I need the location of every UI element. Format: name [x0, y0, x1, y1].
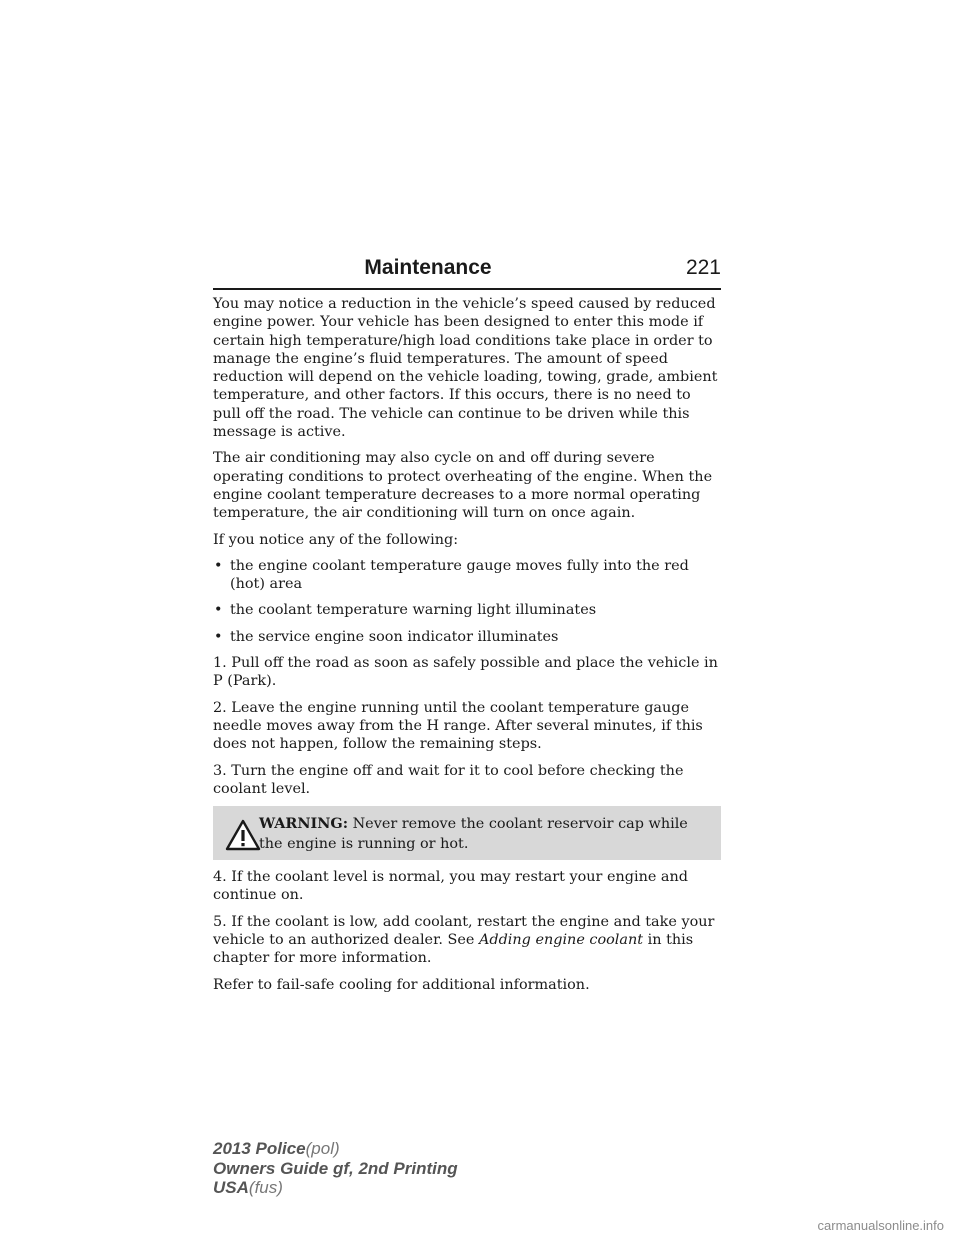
- bullet-item: [213, 557, 721, 594]
- watermark: carmanualsonline.info: [817, 1218, 944, 1233]
- warning-box: [213, 806, 721, 860]
- paragraph-notice-intro: If you notice any of the following:: [213, 531, 459, 548]
- step-5-text: 5. If the coolant is low, add coolant, restart the engine and take your vehicle to an authorized dealer. See: [213, 913, 715, 949]
- paragraph-speed-reduction: You may notice a reduction in the vehicle’s speed caused by reduced engine power. Your vehicle has been designed to enter this mode if certain high temperature/high load conditions take place in order to manage the engine’s fluid temperatures. The amount of speed reduction will depend on the vehicle loading, towing, grade, ambient temperature, and other factors. If this occurs, there is no need to pull off the road. The vehicle can continue to be driven while this message is active.: [213, 296, 718, 441]
- warning-triangle-icon: [225, 819, 261, 851]
- bullet-item: [213, 601, 721, 619]
- bullet-icon: •: [214, 602, 223, 619]
- section-title: Maintenance: [364, 256, 492, 279]
- header-divider: [213, 288, 721, 290]
- bullet-text: the coolant temperature warning light illuminates: [230, 602, 597, 619]
- closing-paragraph: Refer to fail-safe cooling for additional information.: [213, 976, 590, 993]
- warning-label: WARNING:: [259, 815, 349, 833]
- bullet-icon: •: [214, 628, 223, 645]
- page-content: [213, 295, 721, 1002]
- footer-region: USA: [213, 1178, 249, 1197]
- bullet-icon: •: [214, 557, 223, 574]
- footer-guide: Owners Guide gf, 2nd Printing: [213, 1158, 458, 1178]
- bullet-text: the service engine soon indicator illuminates: [230, 628, 559, 645]
- page-footer: [213, 1139, 458, 1198]
- step-5: [213, 913, 721, 968]
- step-3: 3. Turn the engine off and wait for it to cool before checking the coolant level.: [213, 762, 684, 797]
- footer-model-code: (pol): [305, 1139, 340, 1158]
- footer-line-model: [213, 1139, 458, 1159]
- warning-message: Never remove the coolant reservoir cap while the engine is running or hot.: [259, 816, 688, 852]
- footer-model: 2013 Police: [213, 1139, 306, 1158]
- step-5-text-end: in this chapter for more information.: [213, 932, 694, 967]
- step-2: 2. Leave the engine running until the coolant temperature gauge needle moves away from the H range. After several minutes, if this does not happen, follow the remaining steps.: [213, 699, 703, 753]
- page-number: 221: [685, 256, 721, 279]
- footer-region-code: (fus): [248, 1178, 283, 1197]
- page-header: [213, 256, 721, 286]
- footer-line-guide: [213, 1159, 458, 1179]
- paragraph-air-conditioning: The air conditioning may also cycle on and off during severe operating conditions to protect overheating of the engine. When the engine coolant temperature decreases to a more normal operating temperature, the air conditioning will turn on once again.: [213, 450, 713, 522]
- bullet-item: [213, 628, 721, 646]
- warning-text: [223, 814, 711, 854]
- footer-line-region: [213, 1178, 458, 1198]
- step-1: 1. Pull off the road as soon as safely possible and place the vehicle in P (Park).: [213, 655, 718, 690]
- step-4: 4. If the coolant level is normal, you may restart your engine and continue on.: [213, 869, 688, 904]
- bullet-text: the engine coolant temperature gauge moves fully into the red (hot) area: [230, 557, 689, 593]
- cross-reference-link: Adding engine coolant: [478, 932, 644, 949]
